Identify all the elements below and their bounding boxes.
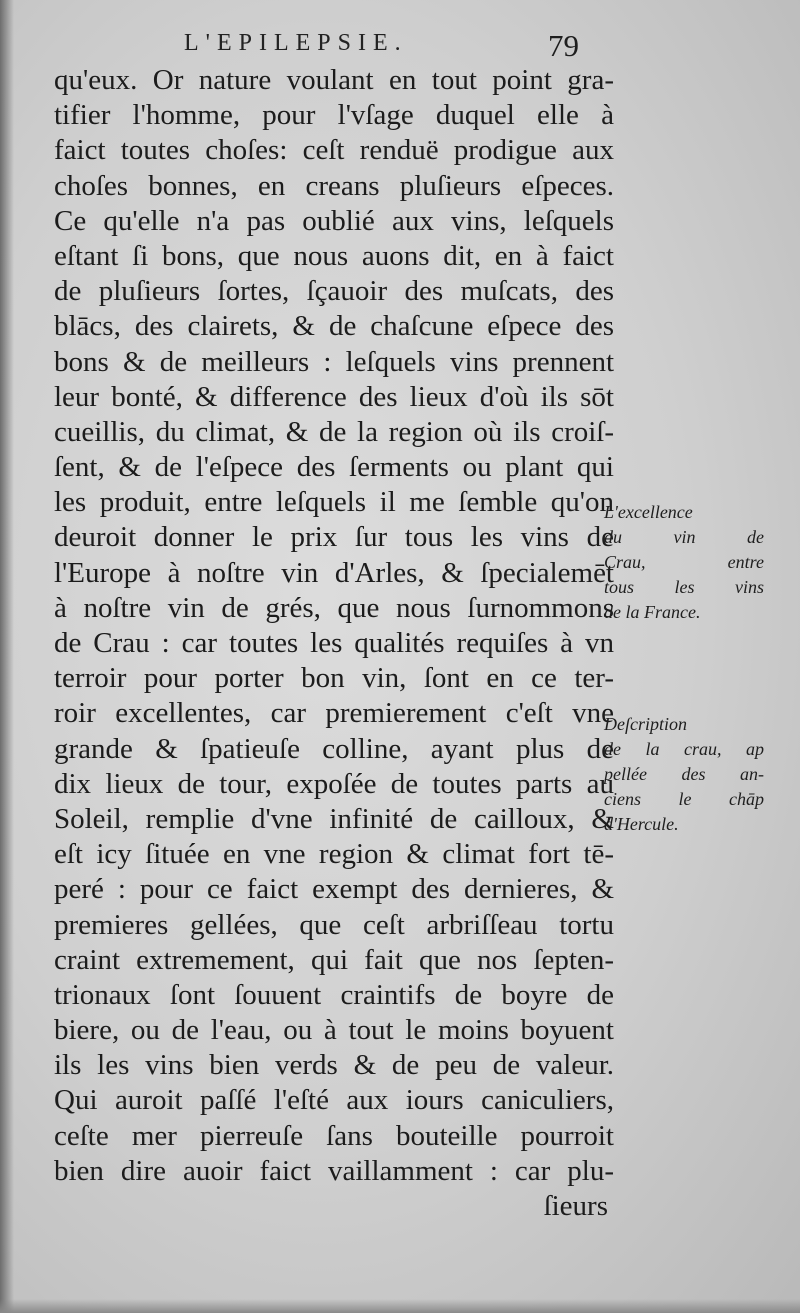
text-line: qu'eux. Or nature voulant en tout point gra-: [54, 64, 614, 96]
margin-note-line: de la France.: [604, 602, 701, 622]
text-line: deuroit donner le prix ſur tous les vins de: [54, 521, 614, 554]
text-line: terroir pour porter bon vin, ſont en ce ter-: [54, 662, 614, 695]
page-number: 79: [548, 28, 579, 63]
margin-note-line: d'Hercule.: [604, 814, 679, 834]
text-line: faict toutes choſes: ceſt renduë prodigue aux: [54, 134, 614, 167]
margin-note-excellence: [604, 500, 764, 625]
text-line: grande & ſpatieuſe colline, ayant plus de: [54, 732, 614, 765]
running-title: L'EPILEPSIE.: [184, 30, 408, 56]
text-line: peré : pour ce faict exempt des dernieres, &: [54, 873, 614, 906]
margin-note-line: tous les vins: [604, 577, 764, 597]
margin-note-description: [604, 712, 764, 837]
text-line: bien dire auoir faict vaillamment : car plu-: [54, 1154, 614, 1187]
text-line: eſt icy ſituée en vne region & climat fort tē-: [54, 838, 614, 871]
page-gutter-shadow: [0, 0, 14, 1313]
text-line: Qui auroit paſſé l'eſté aux iours caniculiers,: [54, 1084, 614, 1117]
text-line: craint extremement, qui fait que nos ſepten-: [54, 943, 614, 976]
text-line: ſent, & de l'eſpece des ſerments ou plant qui: [54, 451, 614, 484]
text-line: l'Europe à noſtre vin d'Arles, & ſpecialemēt: [54, 556, 614, 589]
text-line: premieres gellées, que ceſt arbriſſeau tortu: [54, 908, 614, 941]
text-line: biere, ou de l'eau, ou à tout le moins boyuent: [54, 1014, 614, 1047]
text-line: leur bonté, & difference des lieux d'où ils sōt: [54, 380, 614, 413]
page-bottom-shadow: [0, 1299, 800, 1313]
margin-note-line: de la crau, ap: [604, 739, 764, 759]
running-head: [170, 26, 610, 66]
text-line: à noſtre vin de grés, que nous ſurnommons: [54, 591, 614, 624]
text-line: roir excellentes, car premierement c'eſt vne: [54, 697, 614, 730]
text-line: choſes bonnes, en creans pluſieurs eſpeces.: [54, 169, 614, 202]
text-line: les produit, entre leſquels il me ſemble qu'on: [54, 486, 614, 519]
margin-note-line: pellée des an-: [604, 764, 764, 784]
margin-note-line: Deſcription: [604, 714, 687, 734]
text-line: de Crau : car toutes les qualités requiſes à vn: [54, 627, 614, 659]
text-line: de pluſieurs ſortes, ſçauoir des muſcats, des: [54, 275, 614, 308]
text-line: Ce qu'elle n'a pas oublié aux vins, leſquels: [54, 204, 614, 237]
text-line: blācs, des clairets, & de chaſcune eſpece des: [54, 310, 614, 343]
catchword: ſieurs: [543, 1190, 608, 1222]
text-line: dix lieux de tour, expoſée de toutes parts au: [54, 767, 614, 800]
margin-note-line: du vin de: [604, 527, 764, 547]
text-line: ceſte mer pierreuſe ſans bouteille pourroit: [54, 1119, 614, 1152]
text-line: cueillis, du climat, & de la region où ils croiſ-: [54, 415, 614, 448]
margin-note-line: L'excellence: [604, 502, 693, 522]
text-line: bons & de meilleurs : leſquels vins prennent: [54, 345, 614, 378]
text-line: tifier l'homme, pour l'vſage duquel elle à: [54, 99, 614, 132]
text-line: ils les vins bien verds & de peu de valeur.: [54, 1049, 614, 1082]
text-line: trionaux ſont ſouuent craintifs de boyre de: [54, 978, 614, 1011]
margin-note-line: Crau, entre: [604, 552, 764, 572]
text-line: Soleil, remplie d'vne infinité de cailloux, &: [54, 802, 614, 835]
body-text: [54, 63, 614, 1224]
margin-note-line: ciens le chāp: [604, 789, 764, 809]
text-line: eſtant ſi bons, que nous auons dit, en à faict: [54, 239, 614, 272]
